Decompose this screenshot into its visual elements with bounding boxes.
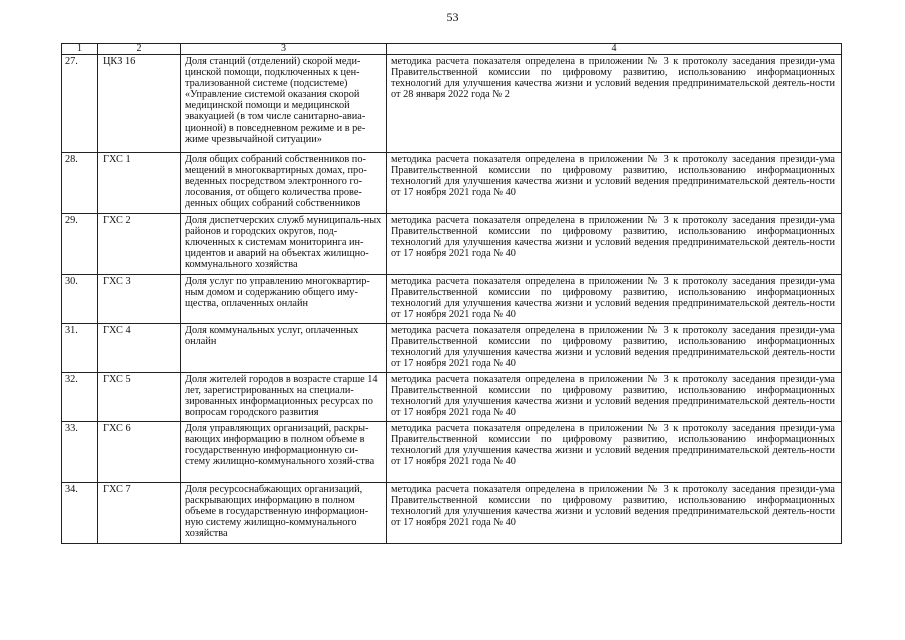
row-number: 29.: [62, 214, 98, 275]
row-methodology: методика расчета показателя определена в приложении № 3 к протоколу заседания президи-ума Правительственной комиссии по цифровому развитию, использованию информационных технологий для улучшения качества жизни и условий ведения предпринимательской деятель-ности от 28 января 2022 года № 2: [387, 55, 842, 153]
table-row: [62, 275, 842, 324]
row-number: 32.: [62, 373, 98, 422]
row-indicator: Доля управляющих организаций, раскры-вающих информацию в полном объеме в государственную информационную си-стему жилищно-коммунального хозяй-ства: [181, 422, 387, 483]
row-number: 30.: [62, 275, 98, 324]
table-row: [62, 422, 842, 483]
table-row: [62, 324, 842, 373]
header-cell-4: 4: [387, 44, 842, 55]
row-number: 31.: [62, 324, 98, 373]
row-number: 33.: [62, 422, 98, 483]
row-code: ГХС 1: [98, 153, 181, 214]
row-indicator: Доля диспетчерских служб муниципаль-ных районов и городских округов, под-ключенных к системам мониторинга ин-цидентов и аварий на объектах жилищно-коммунального хозяйства: [181, 214, 387, 275]
row-methodology: методика расчета показателя определена в приложении № 3 к протоколу заседания президи-ума Правительственной комиссии по цифровому развитию, использованию информационных технологий для улучшения качества жизни и условий ведения предпринимательской деятель-ности от 17 ноября 2021 года № 40: [387, 422, 842, 483]
row-code: ГХС 5: [98, 373, 181, 422]
row-methodology: методика расчета показателя определена в приложении № 3 к протоколу заседания президи-ума Правительственной комиссии по цифровому развитию, использованию информационных технологий для улучшения качества жизни и условий ведения предпринимательской деятель-ности от 17 ноября 2021 года № 40: [387, 153, 842, 214]
row-code: ГХС 3: [98, 275, 181, 324]
page-number: 53: [446, 10, 459, 24]
row-code: ГХС 6: [98, 422, 181, 483]
row-indicator: Доля коммунальных услуг, оплаченных онлайн: [181, 324, 387, 373]
row-indicator: Доля ресурсоснабжающих организаций, раскрывающих информацию в полном объеме в государственную информацион-ную систему жилищно-коммунального хозяйства: [181, 483, 387, 544]
table-row: [62, 214, 842, 275]
row-code: ЦКЗ 16: [98, 55, 181, 153]
table-row: [62, 55, 842, 153]
row-indicator: Доля общих собраний собственников по-мещений в многоквартирных домах, про-веденных посредством электронного го-лосования, от общего количества прове-денных общих собраний собственников: [181, 153, 387, 214]
table-header-row: [62, 44, 842, 55]
row-methodology: методика расчета показателя определена в приложении № 3 к протоколу заседания президи-ума Правительственной комиссии по цифровому развитию, использованию информационных технологий для улучшения качества жизни и условий ведения предпринимательской деятель-ности от 17 ноября 2021 года № 40: [387, 214, 842, 275]
row-methodology: методика расчета показателя определена в приложении № 3 к протоколу заседания президи-ума Правительственной комиссии по цифровому развитию, использованию информационных технологий для улучшения качества жизни и условий ведения предпринимательской деятель-ности от 17 ноября 2021 года № 40: [387, 275, 842, 324]
row-methodology: методика расчета показателя определена в приложении № 3 к протоколу заседания президи-ума Правительственной комиссии по цифровому развитию, использованию информационных технологий для улучшения качества жизни и условий ведения предпринимательской деятель-ности от 17 ноября 2021 года № 40: [387, 324, 842, 373]
row-indicator: Доля жителей городов в возрасте старше 14 лет, зарегистрированных на специали-зированных информационных ресурсах по вопросам городского развития: [181, 373, 387, 422]
row-indicator: Доля станций (отделений) скорой меди-цинской помощи, подключенных к цен-трализованной системе (подсистеме) «Управление системой оказания скорой медицинской помощи и медицинской эвакуацией (в том числе санитарно-авиа-ционной) в повседневном режиме и в ре-жиме чрезвычайной ситуации»: [181, 55, 387, 153]
header-cell-3: 3: [181, 44, 387, 55]
row-number: 27.: [62, 55, 98, 153]
table-row: [62, 483, 842, 544]
row-code: ГХС 4: [98, 324, 181, 373]
header-cell-2: 2: [98, 44, 181, 55]
row-code: ГХС 2: [98, 214, 181, 275]
row-indicator: Доля услуг по управлению многоквартир-ным домом и содержанию общего иму-щества, оплаченных онлайн: [181, 275, 387, 324]
header-cell-1: 1: [62, 44, 98, 55]
indicators-table: [61, 43, 842, 544]
row-code: ГХС 7: [98, 483, 181, 544]
row-methodology: методика расчета показателя определена в приложении № 3 к протоколу заседания президи-ума Правительственной комиссии по цифровому развитию, использованию информационных технологий для улучшения качества жизни и условий ведения предпринимательской деятель-ности от 17 ноября 2021 года № 40: [387, 483, 842, 544]
row-number: 34.: [62, 483, 98, 544]
row-methodology: методика расчета показателя определена в приложении № 3 к протоколу заседания президи-ума Правительственной комиссии по цифровому развитию, использованию информационных технологий для улучшения качества жизни и условий ведения предпринимательской деятель-ности от 17 ноября 2021 года № 40: [387, 373, 842, 422]
table-row: [62, 373, 842, 422]
row-number: 28.: [62, 153, 98, 214]
table-row: [62, 153, 842, 214]
